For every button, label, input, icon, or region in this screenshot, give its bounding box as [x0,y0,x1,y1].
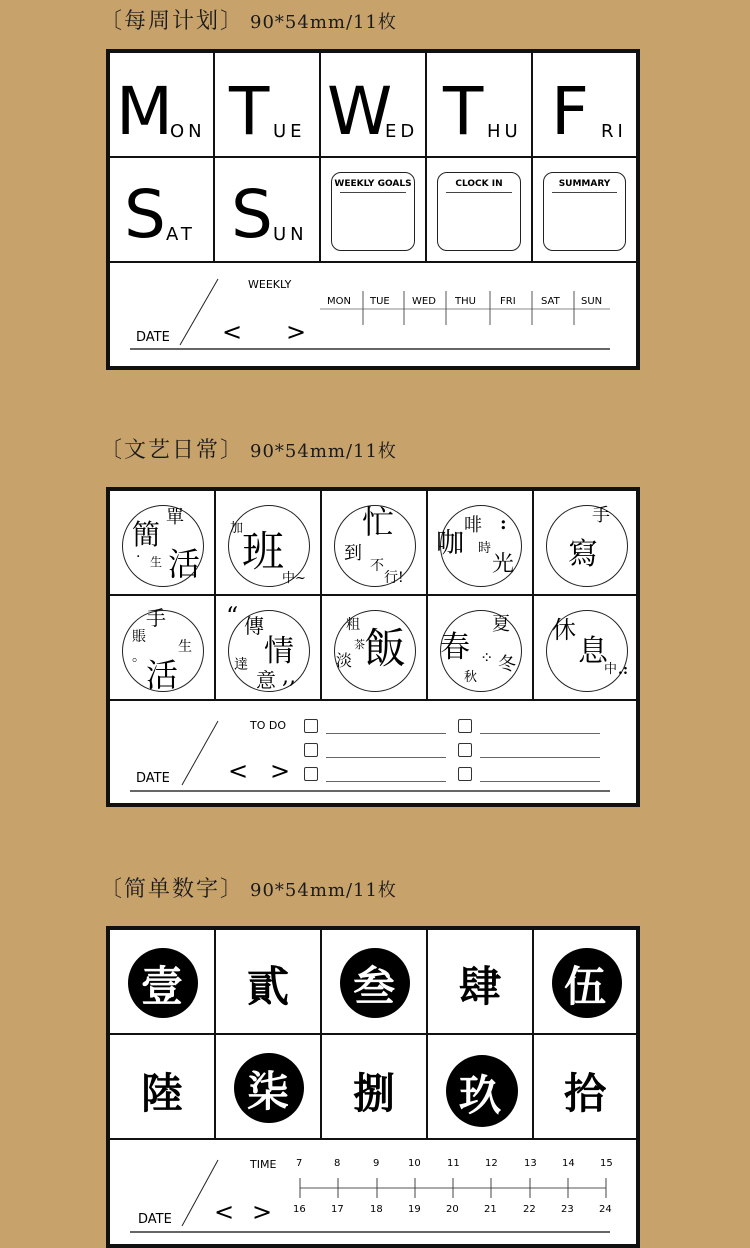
section-title-numbers [100,872,397,903]
chevron-left-icon: < [228,757,249,785]
section-spec: 90*54mm/11枚 [250,880,397,901]
hour-tick-label: 7 [296,1158,303,1169]
todo-strip [108,699,638,805]
number-char: 捌 [352,1069,395,1118]
hour-tick-label: 18 [370,1204,383,1215]
chevron-left-icon: < [222,318,243,346]
stamp-char: : [500,513,507,534]
hour-tick-label: 17 [331,1204,344,1215]
stamp-char: 春 [440,630,470,665]
stamp-char: 單 [166,507,184,528]
sticker-weekly-goals [319,156,427,263]
hour-tick-label: 19 [408,1204,421,1215]
stamp-char: 班 [242,527,285,576]
date-label: DATE [138,1212,172,1227]
stamp-char: 生 [150,555,163,569]
stamp-char: ,, [282,664,296,689]
stamp-char: 中~ [282,571,306,586]
stamp-char: 生 [178,639,192,655]
number-char: 壹 [140,962,183,1011]
hour-tick-label: 8 [334,1158,341,1169]
weekly-date-strip [108,261,638,368]
number-char: 拾 [563,1069,606,1118]
number-sticker-9 [426,1033,534,1140]
stamp-char: 不 [370,558,384,574]
day-suffix: UN [273,224,308,245]
date-label: DATE [136,771,170,786]
section-name: 〔简单数字〕 [100,877,245,902]
weekly-label: WEEKLY [248,278,292,291]
stamp-char: 冬 [498,654,516,675]
stamp-simple-meal [320,594,428,701]
section-name: 〔文艺日常〕 [100,438,245,463]
sticker-thu [425,51,533,158]
stamp-char: · [136,549,141,565]
checkbox [458,743,472,757]
number-sticker-8 [320,1033,428,1140]
week-col-label: SAT [541,296,560,307]
checkbox [304,767,318,781]
hour-tick-label: 11 [447,1158,460,1169]
week-col-label: WED [412,296,436,307]
stamp-char: 手 [592,505,610,526]
hour-tick-label: 24 [599,1204,612,1215]
literary-sheet [106,487,640,807]
stamp-char: 淡 [336,651,353,670]
stamp-char: 飯 [364,624,407,673]
week-col-label: SUN [581,296,603,307]
stamp-char: 簡 [132,518,161,551]
stamp-char: “ [226,602,239,630]
sticker-sat [108,156,215,263]
day-letter: F [551,73,589,150]
number-sticker-10 [532,1033,638,1140]
strip-lines [110,263,636,366]
hour-tick-label: 12 [485,1158,498,1169]
checkbox [304,719,318,733]
stamp-char: 情 [264,634,294,669]
weekly-sheet [106,49,640,370]
stamp-char: 到 [344,543,362,564]
day-letter: S [124,176,166,253]
day-suffix: UE [273,121,306,142]
day-letter: T [229,73,270,150]
checkbox [458,719,472,733]
week-col-label: MON [327,296,351,307]
number-sticker-7 [214,1033,322,1140]
sticker-tue [213,51,321,158]
stamp-journal-life [108,594,216,701]
stamp-char: 活 [168,545,201,583]
stamp-simple-life [108,489,216,596]
section-spec: 90*54mm/11枚 [250,12,397,33]
stamp-char: 行! [384,570,404,586]
hour-tick-label: 20 [446,1204,459,1215]
number-sticker-3 [320,928,428,1035]
number-sticker-4 [426,928,534,1035]
chevron-right-icon: > [252,1198,273,1226]
sticker-sun [213,156,321,263]
stamp-four-seasons [426,594,534,701]
stamp-char: 忙 [362,503,395,541]
sticker-wed [319,51,427,158]
stamp-char: 活 [146,656,179,694]
sticker-summary [531,156,638,263]
number-char: 伍 [563,962,606,1011]
day-letter: M [116,73,173,150]
time-strip [108,1138,638,1246]
stamp-resting [532,594,638,701]
strip-lines [110,701,636,803]
time-label: TIME [250,1158,277,1171]
day-suffix: AT [166,224,196,245]
stamp-handwriting [532,489,638,596]
numbers-sheet [106,926,640,1248]
chevron-right-icon: > [270,757,291,785]
stamp-char: 意 [256,668,276,692]
stamp-char: 粗 [346,617,360,633]
hour-tick-label: 10 [408,1158,421,1169]
section-spec: 90*54mm/11枚 [250,441,397,462]
section-title-literary [100,433,397,464]
hour-tick-label: 15 [600,1158,613,1169]
stamp-char: 傳 [244,614,264,638]
todo-label: TO DO [250,719,287,732]
day-suffix: HU [487,121,522,142]
hour-tick-label: 21 [484,1204,497,1215]
stamp-convey-feelings [214,594,322,701]
sticker-clock-in [425,156,533,263]
hour-tick-label: 14 [562,1158,575,1169]
day-suffix: ON [170,121,206,142]
sticker-fri [531,51,638,158]
stamp-char: 光 [492,552,515,577]
number-char: 貳 [246,962,289,1011]
stamp-char: 加 [230,521,244,536]
day-suffix: RI [601,121,627,142]
stamp-char: 息 [578,634,608,669]
stamp-overtime [214,489,322,596]
day-letter: T [443,73,484,150]
stamp-char: 中 [604,662,618,677]
sticker-mon [108,51,215,158]
stamp-char: 手 [146,606,166,630]
stamp-char: 秋 [464,670,478,685]
stamp-char: 啡 [464,515,482,536]
stamp-char: .: [618,662,629,678]
number-char: 玖 [458,1071,501,1120]
box-caption: CLOCK IN [455,179,503,189]
checkbox [304,743,318,757]
stamp-char: 休 [552,616,576,644]
number-sticker-2 [214,928,322,1035]
hour-tick-label: 16 [293,1204,306,1215]
number-sticker-6 [108,1033,216,1140]
stamp-coffee-time [426,489,534,596]
number-sticker-1 [108,928,216,1035]
stamp-char: 寫 [568,537,598,572]
number-char: 叁 [352,962,395,1011]
stamp-char: 賬 [132,629,146,645]
stamp-char: 達 [234,657,248,673]
checkbox [458,767,472,781]
number-sticker-5 [532,928,638,1035]
section-name: 〔每周计划〕 [100,9,245,34]
box-caption: SUMMARY [558,179,611,189]
section-title-weekly [100,4,397,35]
number-char: 肆 [458,962,501,1011]
stamp-char: 咖 [436,526,465,559]
week-col-label: TUE [370,296,390,307]
date-label: DATE [136,330,170,345]
chevron-left-icon: < [214,1198,235,1226]
week-col-label: FRI [500,296,516,307]
hour-tick-label: 23 [561,1204,574,1215]
day-suffix: ED [385,121,419,142]
day-letter: S [231,176,273,253]
stamp-char: ⁘ [480,648,494,667]
hour-tick-label: 22 [523,1204,536,1215]
stamp-char: 夏 [492,614,510,635]
stamp-char: 。 [132,649,146,665]
stamp-char: 時 [478,541,492,556]
chevron-right-icon: > [286,318,307,346]
number-char: 陸 [140,1069,183,1118]
hour-tick-label: 13 [524,1158,537,1169]
box-caption: WEEKLY GOALS [334,179,412,189]
strip-lines [110,1140,636,1244]
week-col-label: THU [455,296,476,307]
number-char: 柒 [246,1067,289,1116]
stamp-char: 茶 [354,638,365,651]
stamp-too-busy [320,489,428,596]
hour-tick-label: 9 [373,1158,380,1169]
day-letter: W [327,73,393,150]
